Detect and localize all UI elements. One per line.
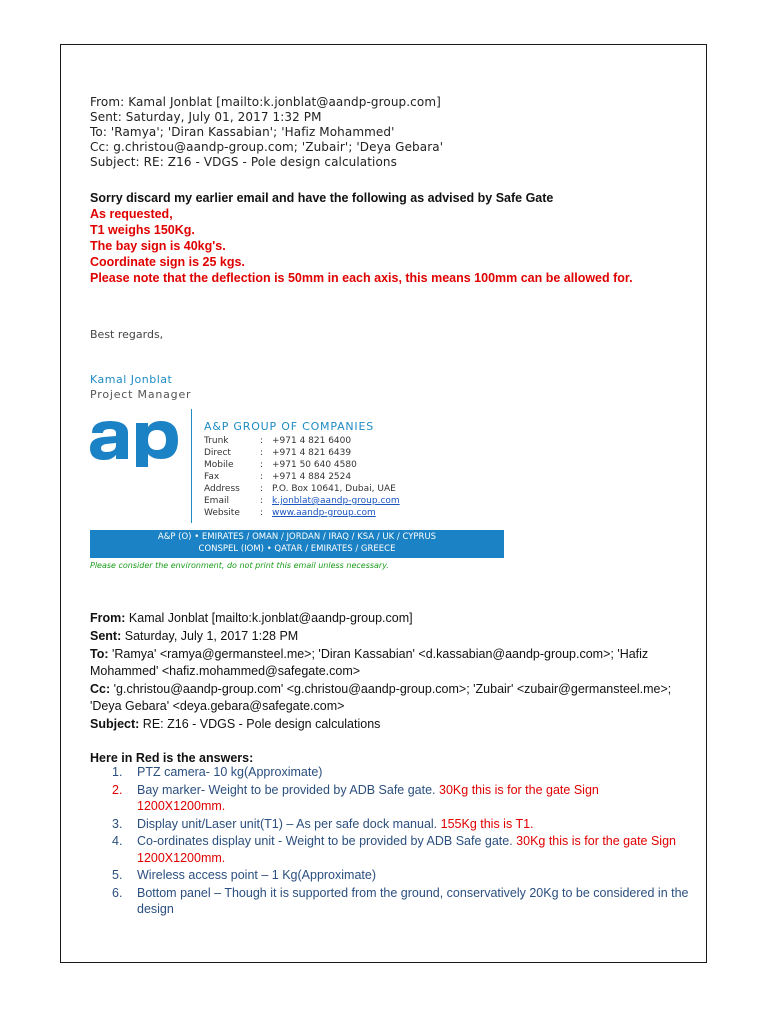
email2-cc: Cc: 'g.christou@aandp-group.com' <g.christou@aandp-group.com>; 'Zubair' <zubair@germansteel.me>; 'Deya Gebara' <deya.gebara@safegate.com> (90, 682, 672, 713)
contact-row: Email : k.jonblat@aandp-group.com (204, 496, 400, 506)
email1-sent: Sent: Saturday, July 01, 2017 1:32 PM (90, 110, 322, 124)
list-item: 1. PTZ camera- 10 kg(Approximate) (112, 765, 323, 779)
list-item: 3. Display unit/Laser unit(T1) – As per safe dock manual. 155Kg this is T1. (112, 816, 534, 831)
email2-from: From: Kamal Jonblat [mailto:k.jonblat@aandp-group.com] (90, 611, 413, 625)
contact-row: Website : www.aandp-group.com (204, 508, 376, 518)
email-link[interactable]: k.jonblat@aandp-group.com (272, 496, 400, 506)
email1-red-line: Coordinate sign is 25 kgs. (90, 255, 245, 269)
email1-subject: Subject: RE: Z16 - VDGS - Pole design calculations (90, 155, 397, 169)
list-item: 5. Wireless access point – 1 Kg(Approximate) (112, 868, 376, 882)
website-link[interactable]: www.aandp-group.com (272, 508, 376, 518)
email1-red-line: The bay sign is 40kg's. (90, 239, 226, 253)
answers-list (90, 764, 690, 919)
banner-line: A&P (O) • EMIRATES / OMAN / JORDAN / IRAQ / KSA / UK / CYPRUS (157, 532, 437, 542)
email1-from: From: Kamal Jonblat [mailto:k.jonblat@aandp-group.com] (90, 95, 441, 109)
company-banner (90, 530, 504, 558)
ap-logo-icon (90, 417, 180, 467)
email2-to: To: 'Ramya' <ramya@germansteel.me>; 'Diran Kassabian' <d.kassabian@aandp-group.com>; 'Hafiz Mohammed' <hafiz.mohammed@safegate.com> (90, 647, 649, 678)
contact-row: Fax : +971 4 884 2524 (204, 472, 352, 482)
email1-intro: Sorry discard my earlier email and have the following as advised by Safe Gate (90, 191, 554, 205)
contact-row: Mobile : +971 50 640 4580 (204, 460, 357, 470)
email1-red-line: T1 weighs 150Kg. (90, 223, 195, 237)
contact-row: Address : P.O. Box 10641, Dubai, UAE (204, 484, 396, 494)
list-item: 4. Co-ordinates display unit - Weight to be provided by ADB Safe gate. 30Kg this is for the gate Sign 1200X1200mm. (112, 834, 676, 865)
email2-sent: Sent: Saturday, July 1, 2017 1:28 PM (90, 629, 299, 643)
contact-row: Direct : +971 4 821 6439 (204, 448, 352, 458)
company-name: A&P GROUP OF COMPANIES (204, 420, 375, 433)
email2-subject: Subject: RE: Z16 - VDGS - Pole design calculations (90, 717, 381, 731)
email1-red-line: Please note that the deflection is 50mm in each axis, this means 100mm can be allowed for. (90, 271, 633, 285)
signature-name: Kamal Jonblat (90, 373, 173, 386)
banner-line: CONSPEL (IOM) • QATAR / EMIRATES / GREECE (198, 543, 396, 554)
list-item: 2. Bay marker- Weight to be provided by ADB Safe gate. 30Kg this is for the gate Sign 1200X1200mm. (112, 782, 599, 813)
contact-row: Trunk : +971 4 821 6400 (204, 436, 352, 446)
document-page (60, 44, 707, 963)
signature-title: Project Manager (90, 388, 192, 401)
environment-note: Please consider the environment, do not print this email unless necessary. (90, 561, 389, 570)
signature-divider (191, 409, 192, 523)
list-item: 6. Bottom panel – Though it is supported from the ground, conservatively 20Kg to be considered in the design (112, 885, 689, 916)
email1-to: To: 'Ramya'; 'Diran Kassabian'; 'Hafiz Mohammed' (90, 125, 395, 139)
email1-red-line: As requested, (90, 207, 173, 221)
email1-cc: Cc: g.christou@aandp-group.com; 'Zubair'; 'Deya Gebara' (90, 140, 444, 154)
answers-heading: Here in Red is the answers: (90, 751, 254, 765)
company-logo (90, 417, 180, 467)
email1-regards: Best regards, (90, 328, 164, 341)
